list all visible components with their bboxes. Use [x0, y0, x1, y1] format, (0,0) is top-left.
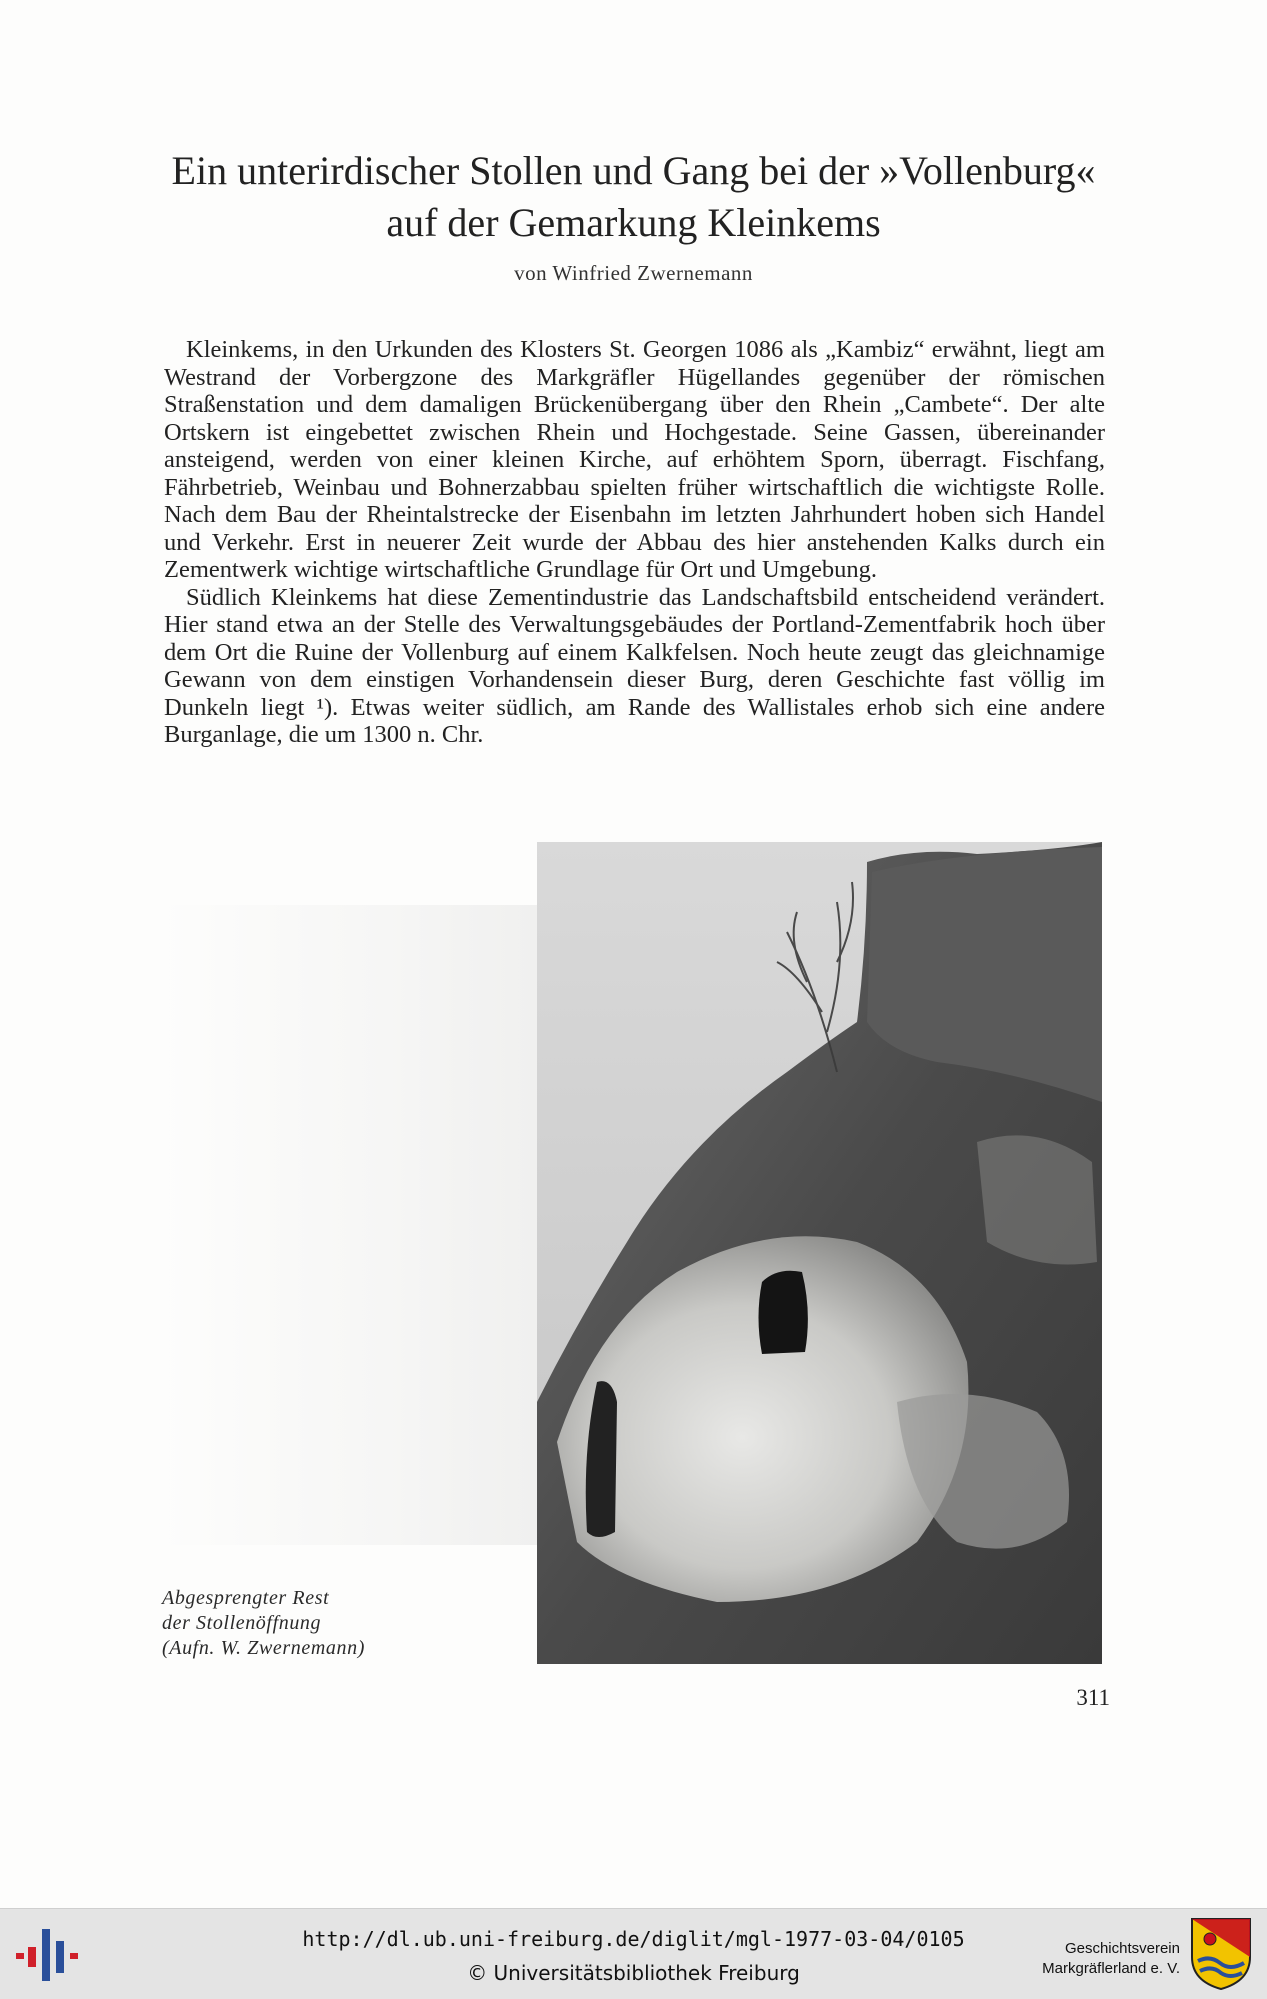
- digital-library-footer: [0, 1908, 1267, 1999]
- coat-of-arms-icon: [1190, 1917, 1252, 1991]
- author-byline: von Winfried Zwernemann: [514, 261, 753, 285]
- caption-line: Abgesprengter Rest: [162, 1587, 330, 1609]
- paragraph-1: Kleinkems, in den Urkunden des Klosters St. Georgen 1086 als „Kambiz“ erwähnt, liegt am Westrand der Vorbergzone des Markgräfler Hügellandes gegenüber der römischen Straßenstation und dem damaligen Brückenübergang über den Rhein „Cambete“. Der alte Ortskern ist eingebettet zwischen Rhein und Hochgestade. Seine Gassen, übereinander ansteigend, werden von einer kleinen Kirche, auf erhöhtem Sporn, überragt. Fischfang, Fährbetrieb, Weinbau und Bohnerzabbau spielten früher wirtschaftlich die wichtigste Rolle. Nach dem Bau der Rheintalstrecke der Eisenbahn im letzten Jahrhundert hoben sich Handel und Verkehr. Erst in neuerer Zeit wurde der Abbau des hier anstehenden Kalks durch ein Zementwerk wichtige wirtschaftliche Grundlage für Ort und Umgebung.: [164, 336, 1105, 583]
- title-line-2: auf der Gemarkung Kleinkems: [386, 200, 881, 245]
- paragraph-2: Südlich Kleinkems hat diese Zementindustrie das Landschaftsbild entscheidend verändert. Hier stand etwa an der Stelle des Verwaltungsgebäudes der Portland-Zementfabrik hoch über dem Ort die Ruine der Vollenburg auf einem Kalkfelsen. Noch heute zeugt das gleichnamige Gewann von dem einstigen Vorhandensein dieser Burg, deren Geschichte fast völlig im Dunkeln liegt ¹). Etwas weiter südlich, am Rande des Wallistales erhob sich eine andere Burganlage, die um 1300 n. Chr.: [164, 583, 1105, 748]
- caption-line: (Aufn. W. Zwernemann): [162, 1637, 365, 1659]
- article-title: [100, 145, 1167, 249]
- caption-line: der Stollenöffnung: [162, 1612, 322, 1634]
- page-number: 311: [1076, 1685, 1110, 1710]
- ub-freiburg-logo-icon[interactable]: [14, 1927, 80, 1983]
- society-line-1: Geschichtsverein: [1064, 1940, 1180, 1957]
- photo-left-margin: [160, 905, 537, 1545]
- cliff-photograph: [537, 842, 1102, 1664]
- permalink-url[interactable]: http://dl.ub.uni-freiburg.de/diglit/mgl-1977-03-04/0105: [302, 1927, 965, 1951]
- copyright-notice: © Universitätsbibliothek Freiburg: [467, 1961, 800, 1985]
- title-line-1: Ein unterirdischer Stollen und Gang bei der »Vollenburg«: [171, 148, 1096, 193]
- society-line-2: Markgräflerland e. V.: [1042, 1960, 1180, 1977]
- society-name: [1010, 1939, 1180, 1979]
- article-body: [164, 336, 1105, 749]
- photo-caption: [162, 1586, 462, 1661]
